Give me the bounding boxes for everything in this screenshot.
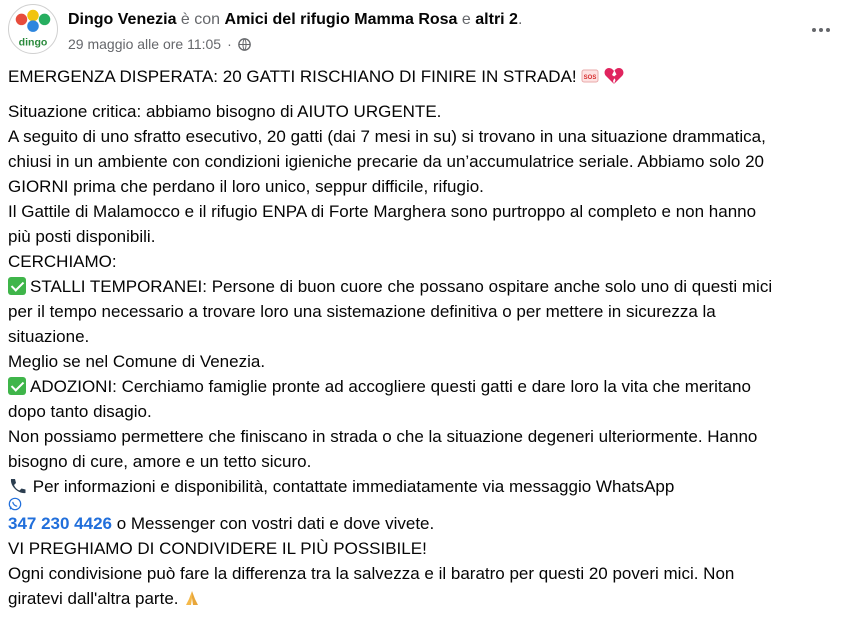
line-19: Ogni condivisione può fare la differenza tra la salvezza e il baratro per questi 20 poveri mici. Non xyxy=(8,564,735,583)
sos-icon xyxy=(581,67,599,85)
and-text: e xyxy=(461,11,471,28)
period-text: . xyxy=(517,11,523,28)
whatsapp-icon xyxy=(8,497,22,511)
author-link[interactable]: Dingo Venezia xyxy=(68,11,177,28)
post-body xyxy=(8,64,835,611)
line-20: giratevi dall'altra parte. xyxy=(8,586,835,611)
check-mark-icon xyxy=(8,277,26,295)
line-14: Non possiamo permettere che finiscano in strada o che la situazione degeneri ulteriormente. Hanno xyxy=(8,427,758,446)
line-16: Per informazioni e disponibilità, contattate immediatamente via messaggio WhatsApp xyxy=(8,474,835,499)
line-13: dopo tanto disagio. xyxy=(8,402,152,421)
line-11: Meglio se nel Comune di Venezia. xyxy=(8,352,266,371)
line-7: CERCHIAMO: xyxy=(8,252,117,271)
post-timestamp[interactable]: 29 maggio alle ore 11:05 xyxy=(68,36,222,52)
line-8: STALLI TEMPORANEI: Persone di buon cuore che possano ospitare anche solo uno di questi mici xyxy=(8,274,835,299)
line-17: 347 230 4426 o Messenger con vostri dati e dove vivete. xyxy=(8,514,435,533)
line-9: per il tempo necessario a trovare loro una sistemazione definitiva o per mettere in sicurezza la xyxy=(8,302,716,321)
telephone-icon xyxy=(8,477,28,495)
dingo-logo-icon xyxy=(9,5,57,53)
svg-text:SOS: SOS xyxy=(584,75,597,81)
post-header xyxy=(8,4,847,60)
with-text: è con xyxy=(180,11,221,28)
headline: EMERGENZA DISPERATA: 20 GATTI RISCHIANO DI FINIRE IN STRADA! SOS xyxy=(8,64,835,89)
line-18: VI PREGHIAMO DI CONDIVIDERE IL PIÙ POSSIBILE! xyxy=(8,539,427,558)
tagged-page-link[interactable]: Amici del rifugio Mamma Rosa xyxy=(224,11,458,28)
phone-number-link[interactable]: 347 230 4426 xyxy=(8,514,112,533)
svg-text:dingo: dingo xyxy=(18,36,48,49)
line-4: GIORNI prima che perdano il loro unico, seppur difficile, rifugio. xyxy=(8,177,484,196)
check-mark-icon xyxy=(8,377,26,395)
author-line xyxy=(68,10,522,30)
line-5: Il Gattile di Malamocco e il rifugio ENPA di Forte Marghera sono purtroppo al completo e non hanno xyxy=(8,202,757,221)
more-options-icon[interactable] xyxy=(809,18,833,42)
line-1: Situazione critica: abbiamo bisogno di AIUTO URGENTE. xyxy=(8,102,442,121)
praying-hands-icon xyxy=(183,589,201,607)
line-10: situazione. xyxy=(8,327,90,346)
broken-heart-icon xyxy=(604,67,624,85)
post-meta xyxy=(68,35,251,53)
line-15: bisogno di cure, amore e un tetto sicuro. xyxy=(8,452,312,471)
line-2: A seguito di uno sfratto esecutivo, 20 gatti (dai 7 mesi in su) si trovano in una situazione drammatica, xyxy=(8,127,766,146)
meta-separator: · xyxy=(227,36,232,52)
globe-icon[interactable] xyxy=(238,38,251,51)
others-link[interactable]: altri 2 xyxy=(475,11,518,28)
page-avatar[interactable] xyxy=(8,4,58,54)
line-6: più posti disponibili. xyxy=(8,227,156,246)
line-12: ADOZIONI: Cerchiamo famiglie pronte ad accogliere questi gatti e dare loro la vita che meritano xyxy=(8,374,835,399)
line-3: chiusi in un ambiente con condizioni igieniche precarie da un’accumulatrice seriale. Abbiamo solo 20 xyxy=(8,152,764,171)
